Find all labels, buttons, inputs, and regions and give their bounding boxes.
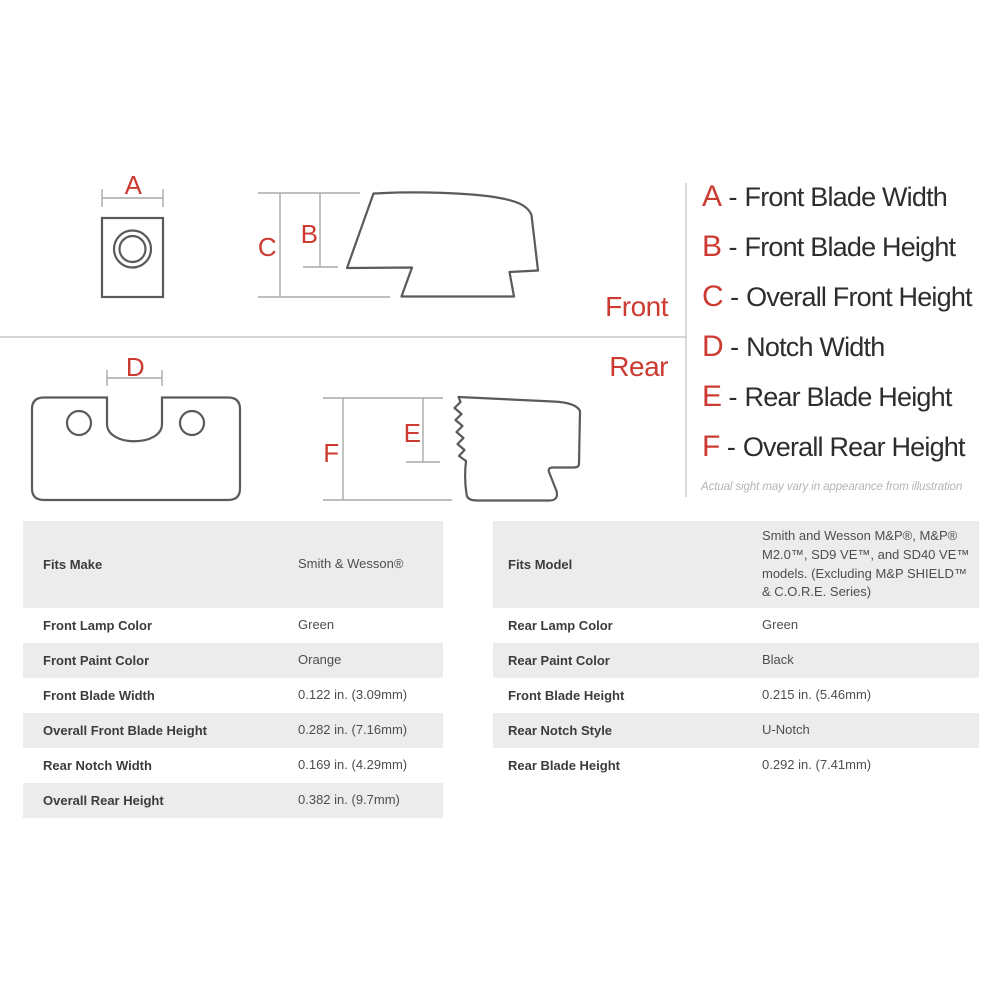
spec-value: 0.169 in. (4.29mm) [298, 757, 408, 773]
spec-row-rear-paint-color [493, 643, 979, 678]
spec-row-rear-blade-height [493, 748, 979, 783]
spec-label: Front Blade Width [43, 688, 155, 703]
legend-item-b [702, 229, 955, 265]
rear-section-label: Rear [609, 351, 668, 382]
spec-label: Front Lamp Color [43, 618, 153, 633]
spec-row-fits-model [493, 521, 979, 608]
spec-table-left [23, 521, 443, 818]
legend-letter: F [702, 430, 720, 463]
dim-b-c-lines [258, 193, 390, 297]
legend-separator: - [726, 432, 736, 462]
legend-letter: A [702, 180, 722, 213]
spec-value: Green [298, 617, 335, 633]
legend-separator: - [728, 382, 738, 412]
legend-item-f [702, 429, 965, 465]
front-sight-front-view [102, 218, 163, 297]
spec-value: 0.382 in. (9.7mm) [298, 792, 400, 808]
spec-value: 0.215 in. (5.46mm) [762, 687, 872, 703]
spec-row-rear-notch-style [493, 713, 979, 748]
legend-item-a [702, 179, 947, 215]
spec-row-front-blade-width [23, 678, 443, 713]
front-section-label: Front [605, 291, 668, 322]
legend-separator: - [730, 282, 740, 312]
dim-e-f-lines [323, 398, 452, 500]
legend-label: Overall Front Height [746, 282, 972, 312]
legend-item-e [702, 379, 952, 415]
legend-separator: - [730, 332, 740, 362]
spec-row-front-blade-height [493, 678, 979, 713]
dim-letter-c: C [257, 232, 277, 262]
dim-letter-d: D [125, 352, 145, 382]
legend-letter: D [702, 330, 724, 363]
front-sight-side-view [347, 192, 538, 296]
legend-separator: - [728, 182, 738, 212]
spec-label: Rear Notch Style [508, 723, 613, 738]
spec-value: Smith and Wesson M&P®, M&P® M2.0™, SD9 VE™, and SD40 VE™ models. (Excluding M&P SHIELD™ & C.O.R.E. Series) [762, 527, 970, 600]
spec-row-rear-lamp-color [493, 608, 979, 643]
legend-label: Front Blade Height [744, 232, 956, 262]
spec-value: Black [762, 652, 794, 668]
legend-letter: E [702, 380, 722, 413]
spec-value: 0.122 in. (3.09mm) [298, 687, 408, 703]
spec-label: Rear Paint Color [508, 653, 610, 668]
rear-sight-front-view [32, 398, 240, 501]
rear-sight-side-view [455, 397, 581, 501]
spec-row-front-lamp-color [23, 608, 443, 643]
legend-letter: C [702, 280, 724, 313]
spec-label: Rear Blade Height [508, 758, 620, 773]
spec-label: Fits Model [508, 557, 573, 572]
legend-letter: B [702, 230, 722, 263]
spec-row-overall-rear-height [23, 783, 443, 818]
spec-label: Front Blade Height [508, 688, 625, 703]
spec-value: U-Notch [762, 722, 810, 738]
legend-label: Front Blade Width [744, 182, 948, 212]
dim-letter-f: F [323, 438, 339, 468]
spec-row-front-paint-color [23, 643, 443, 678]
spec-label: Overall Rear Height [43, 793, 164, 808]
dim-letter-e: E [403, 418, 421, 448]
legend-separator: - [728, 232, 738, 262]
spec-label: Overall Front Blade Height [43, 723, 207, 738]
dim-letter-a: A [124, 170, 142, 200]
spec-row-fits-make [23, 521, 443, 608]
spec-row-rear-notch-width [23, 748, 443, 783]
spec-value: 0.292 in. (7.41mm) [762, 757, 872, 773]
spec-value: Smith & Wesson® [298, 556, 404, 572]
spec-label: Rear Notch Width [43, 758, 152, 773]
legend-label: Rear Blade Height [744, 382, 952, 412]
legend-label: Notch Width [746, 332, 885, 362]
legend-label: Overall Rear Height [742, 432, 965, 462]
disclaimer-text: Actual sight may vary in appearance from illustration [701, 481, 963, 493]
legend-item-c [702, 279, 972, 315]
spec-value: Green [762, 617, 799, 633]
spec-row-overall-front-blade-height [23, 713, 443, 748]
spec-value: Orange [298, 652, 342, 668]
spec-table-right [493, 521, 979, 783]
dim-letter-b: B [300, 219, 318, 249]
spec-label: Front Paint Color [43, 653, 150, 668]
spec-value: 0.282 in. (7.16mm) [298, 722, 408, 738]
spec-label: Fits Make [43, 557, 103, 572]
spec-label: Rear Lamp Color [508, 618, 613, 633]
legend-item-d [702, 329, 884, 365]
